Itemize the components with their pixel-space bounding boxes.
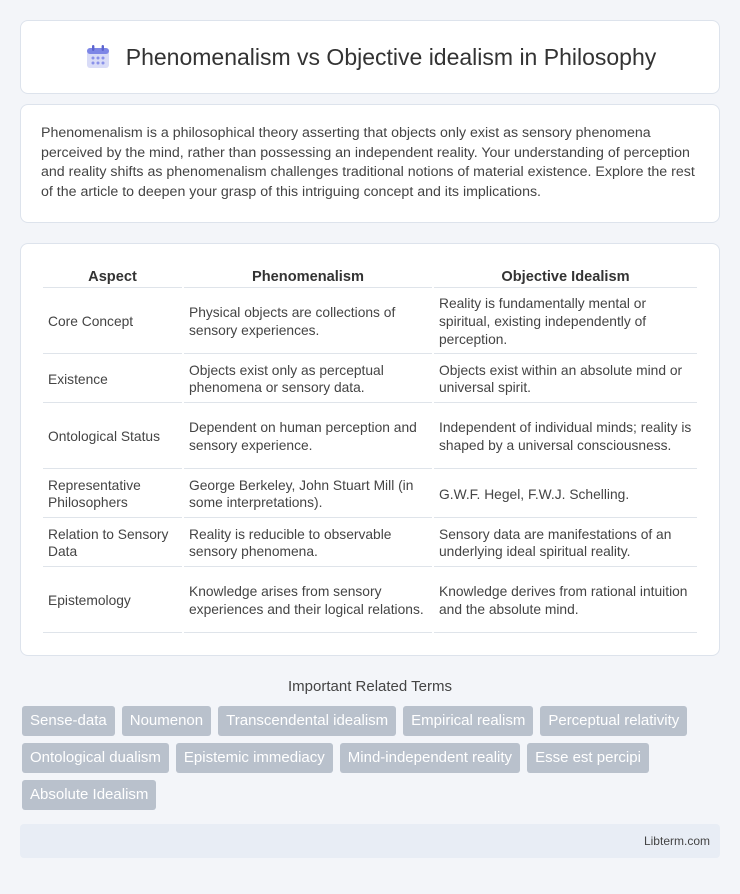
table-row [43,520,697,567]
row-objective-idealism: G.W.F. Hegel, F.W.J. Schelling. [434,471,697,518]
table-header-row [43,266,697,288]
related-term-tag[interactable]: Ontological dualism [22,743,169,773]
intro-section [20,104,720,223]
row-phenomenalism: Physical objects are collections of sensory experiences. [184,290,432,354]
related-term-tag[interactable]: Noumenon [122,706,211,736]
related-term-tag[interactable]: Epistemic immediacy [176,743,333,773]
row-phenomenalism: Reality is reducible to observable sensory phenomena. [184,520,432,567]
row-objective-idealism: Objects exist within an absolute mind or universal spirit. [434,356,697,403]
related-terms-list [22,706,718,810]
page-title: Phenomenalism vs Objective idealism in Philosophy [125,43,657,70]
row-phenomenalism: Knowledge arises from sensory experiences and their logical relations. [184,569,432,633]
intro-text: Phenomenalism is a philosophical theory asserting that objects only exist as sensory phenomena perceived by the mind, rather than possessing an independent reality. Your understanding of perception and reality shifts as phenomenalism challenges traditional notions of material existence. Explore the rest of the article to deepen your grasp of this intriguing concept and its implications. [41,125,695,200]
column-header-objective-idealism: Objective Idealism [434,266,697,288]
row-aspect: Core Concept [43,290,182,354]
row-objective-idealism: Knowledge derives from rational intuition and the absolute mind. [434,569,697,633]
comparison-table-card [20,243,720,656]
table-row [43,290,697,354]
row-objective-idealism: Sensory data are manifestations of an underlying ideal spiritual reality. [434,520,697,567]
calendar-grid-icon [84,43,112,71]
row-aspect: Representative Philosophers [43,471,182,518]
table-row [43,471,697,518]
row-phenomenalism: Dependent on human perception and sensory experience. [184,405,432,469]
comparison-table [41,264,699,635]
page-header [20,20,720,94]
column-header-aspect: Aspect [43,266,182,288]
row-phenomenalism: Objects exist only as perceptual phenomena or sensory data. [184,356,432,403]
page-footer [20,824,720,858]
row-objective-idealism: Independent of individual minds; reality is shaped by a universal consciousness. [434,405,697,469]
related-term-tag[interactable]: Sense-data [22,706,115,736]
row-aspect: Ontological Status [43,405,182,469]
related-term-tag[interactable]: Absolute Idealism [22,780,156,810]
related-term-tag[interactable]: Perceptual relativity [540,706,687,736]
related-term-tag[interactable]: Transcendental idealism [218,706,396,736]
related-term-tag[interactable]: Mind-independent reality [340,743,520,773]
row-aspect: Existence [43,356,182,403]
footer-site-link[interactable]: Libterm.com [643,834,710,849]
row-aspect: Epistemology [43,569,182,633]
table-row [43,569,697,633]
row-objective-idealism: Reality is fundamentally mental or spiritual, existing independently of perception. [434,290,697,354]
related-term-tag[interactable]: Esse est percipi [527,743,649,773]
row-phenomenalism: George Berkeley, John Stuart Mill (in some interpretations). [184,471,432,518]
related-term-tag[interactable]: Empirical realism [403,706,533,736]
related-terms-title: Important Related Terms [288,678,452,696]
table-row [43,356,697,403]
column-header-phenomenalism: Phenomenalism [184,266,432,288]
row-aspect: Relation to Sensory Data [43,520,182,567]
table-row [43,405,697,469]
